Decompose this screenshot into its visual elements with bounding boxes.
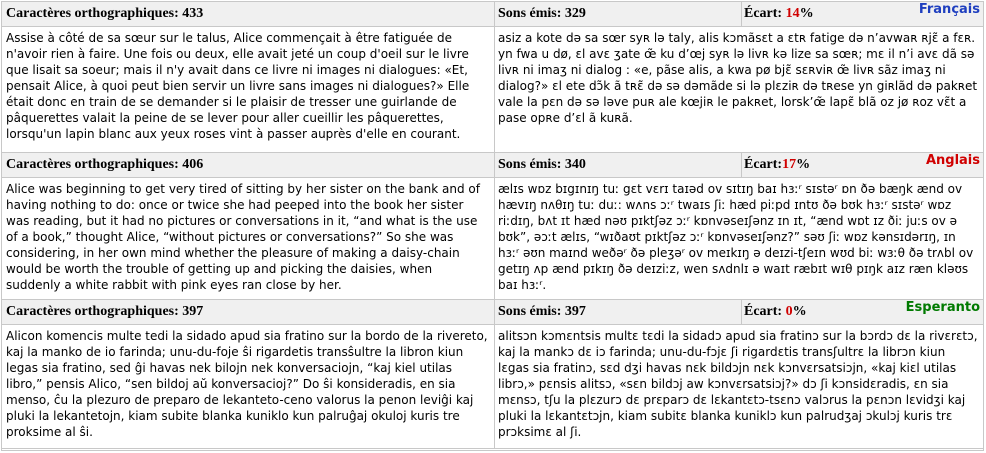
column-divider [741, 300, 742, 324]
orthographic-text: Alicon komencis multe tedi la sidado apud sia fratino sur la bordo de la rivereto, kaj la manko de io farinda; unu-du-foje ŝi rigardetis transŝultre la libron kiun legas sia fratino, sed ĝi havas nek bilojn nek konversaciojn, “kaj kiel utilas libro,” pensis Alico, “sen bildoj aŭ konversacioj?” Do ŝi konsideradis, en sia menso, ĉu la plezuro de preparo de lekanteto-ceno valorus la penon leviĝi kaj pluki la lekantetojn, kiam subite blanka kuniklo kun palruĝaj okuloj kuris tre proksime al ŝi. [6, 329, 488, 439]
ecart-unit: % [799, 6, 814, 21]
phonetic-text: asiz a kote də sa sœr syʀ lə taly, alis kɔmãsɛt a ɛtʀ fatige də n’avwaʀ ʀjɛ̃ a fɛʀ. yn fwa u dø, ɛl avɛ ʒate œ̃ ku d’œj syʀ lə livʀ kə lize sa sœʀ; mɛ il n’i avɛ dã sə livʀ ni imaʒ ni dialog : «e, pãse alis, a kwa pø bjɛ̃ sɛʀviʀ œ̃ livʀ sãz imaʒ ni dialog?» ɛl ete dɔ̃k ã tʀɛ̃ də sə dəmãde si lə plɛziʀ də tʀese yn giʀlãd də pakʀet vale la pɛn də sə ləve puʀ ale kœjiʀ le pakʀet, lorsk’œ̃ lapɛ̃ blã oz jø ʀoz vɛ̃t a pase opʀe d’ɛl ã kuʀã. [498, 31, 978, 125]
ecart-label: Écart: [744, 6, 783, 21]
column-divider [494, 2, 495, 26]
ecart-value: 14 [785, 6, 800, 21]
column-divider [741, 2, 742, 26]
orthographic-count [6, 2, 488, 26]
ecart-unit: % [792, 304, 807, 319]
phonetic-text: ælɪs wɒz bɪgɪnɪŋ tuː gɛt vɛrɪ taɪəd ov sɪtɪŋ baɪ hɜːʳ sɪstəʳ ɒn ðə bæŋk ænd ov hævɪŋ nʌθɪŋ tuː duː: wʌns ɔːʳ twaɪs ʃiː hæd piːpd ɪntʊ ðə bʊk hɜːʳ sɪstəʳ wɒz riːdɪŋ, bʌt ɪt hæd nəʊ pɪktʃəz ɔːʳ kɒnvəseɪʃənz ɪn ɪt, “ænd wɒt ɪz ðiː juːs ov ə bʊk”, əɔːt ælɪs, “wɪðaʊt pɪktʃəz ɔːʳ kɒnvəseɪʃənz?” səʊ ʃiː wɒz kənsɪdərɪŋ, ɪn hɜːʳ əʊn maɪnd weðəʳ ðə pleʒəʳ ov meɪkɪŋ ə deɪzi-tʃeɪn wʊd biː wɜːθ ðə trʌbl ov getɪŋ ʌp ænd pɪkɪŋ ðə deɪziːz, wen sʌdnlɪ ə waɪt ræbɪt wɪθ pɪŋk aɪz ræn kləʊs baɪ hɜːʳ. [498, 182, 974, 292]
orthographic-count-label: Caractères orthographiques: 406 [6, 157, 204, 172]
section-body-english [2, 178, 984, 300]
ecart-cell [744, 300, 980, 324]
section-body-esperanto [2, 325, 984, 449]
ecart-cell [744, 153, 980, 177]
orthographic-text: Alice was beginning to get very tired of sitting by her sister on the bank and of having nothing to do: once or twice she had peeped into the book her sister was reading, but it had no pictures or conversations in it, “and what is the use of a book,” thought Alice, “without pictures or conversations?” So she was considering, in her own mind whether the pleasure of making a daisy-chain would be worth the trouble of getting up and picking the daisies, when suddenly a white rabbit with pink eyes ran close by her. [6, 182, 480, 292]
language-name-esperanto: Esperanto [905, 300, 980, 315]
orthographic-count-label: Caractères orthographiques: 397 [6, 304, 204, 319]
section-header-esperanto [2, 300, 984, 325]
language-name-english: Anglais [925, 153, 980, 168]
orthographic-text: Assise à côté de sa sœur sur le talus, Alice commençait à être fatiguée de n'avoir rien à faire. Une fois ou deux, elle avait jeté un coup d'oeil sur le livre que lisait sa soeur; mais il n'y avait dans ce livre ni images ni dialogues: «Et, pensait Alice, à quoi peut bien servir un livre sans images ni dialogues?» Elle était donc en train de se demander si le plaisir de tresser une guirlande de pâquerettes valait la peine de se lever pour aller cueillir les pâquerettes, lorsqu'un lapin blanc aux yeux roses vint à passer auprès d'elle en courant. [6, 31, 470, 141]
ecart-unit: % [796, 157, 811, 172]
orthographic-count-label: Caractères orthographiques: 433 [6, 6, 204, 21]
sounds-count: Sons émis: 397 [498, 304, 586, 319]
section-header-english [2, 153, 984, 178]
column-divider [494, 325, 495, 448]
column-divider [494, 300, 495, 324]
ecart-label: Écart: [744, 157, 783, 172]
sounds-count: Sons émis: 329 [498, 6, 586, 21]
column-divider [494, 178, 495, 299]
orthographic-count [6, 300, 488, 324]
phonetic-text: alitsɔn kɔmɛntsis multɛ tɛdi la sidadɔ apud sia fratinɔ sur la bɔrdɔ dɛ la rivɛrɛtɔ, kaj la mankɔ dɛ iɔ farinda; unu-du-fɔjɛ ʃi rigardɛtis transʃultrɛ la librɔn kiun lɛgas sia fratinɔ, sɛd dʒi havas nɛk bildɔjn nɛk kɔnvɛrsatsiɔjn, «kaj kiɛl utilas librɔ,» pɛnsis alitsɔ, «sɛn bildɔj aw kɔnvɛrsatsiɔj?» dɔ ʃi kɔnsidɛradis, ɛn sia mɛnsɔ, tʃu la plɛzurɔ dɛ prɛparɔ dɛ lɛkantɛtɔ-tsɛnɔ valɔrus la pɛnɔn lɛvidʒi kaj pluki la lɛkantɛtɔjn, kiam subitɛ blanka kuniklɔ kun palrudʒaj ɔkulɔj kuris trɛ prɔksimɛ al ʃi. [498, 329, 978, 439]
section-header-french [2, 2, 984, 27]
ecart-cell [744, 2, 980, 26]
language-name-french: Français [918, 2, 980, 17]
orthographic-count [6, 153, 488, 177]
section-body-french [2, 27, 984, 153]
column-divider [741, 153, 742, 177]
column-divider [494, 153, 495, 177]
column-divider [494, 27, 495, 152]
comparison-table [2, 2, 984, 449]
ecart-label: Écart: [744, 304, 783, 319]
sounds-count: Sons émis: 340 [498, 157, 586, 172]
ecart-value: 17 [782, 157, 797, 172]
ecart-value: 0 [785, 304, 793, 319]
